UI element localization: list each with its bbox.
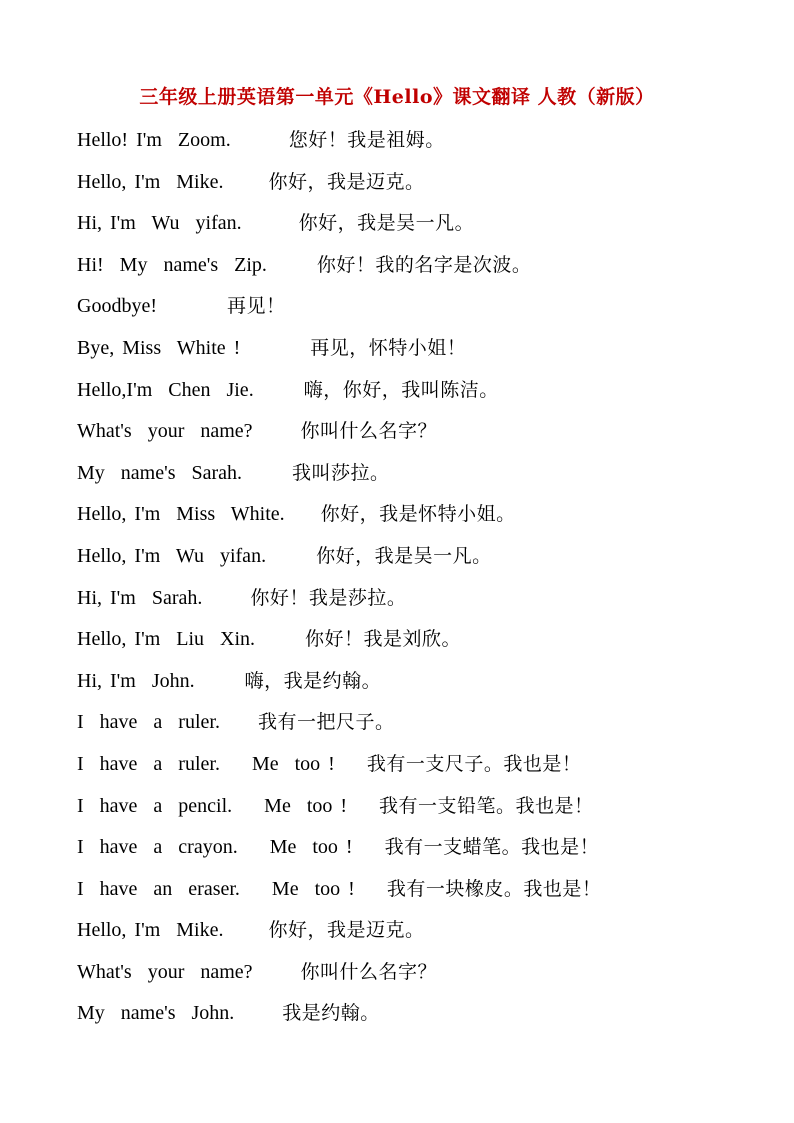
translation-line	[77, 831, 777, 873]
chinese-translation: 你好，我是迈克。	[268, 170, 425, 193]
chinese-translation: 我有一支尺子。我也是！	[366, 752, 582, 775]
chinese-translation: 你好，我是吴一凡。	[316, 544, 492, 567]
english-text: What's your name?	[77, 960, 253, 983]
english-text: Hello, I'm Miss White.	[77, 503, 285, 526]
translation-line	[77, 332, 777, 374]
english-text: I have a ruler. Me too !	[77, 752, 335, 775]
english-text: Bye, Miss White !	[77, 336, 241, 359]
translation-line	[77, 706, 777, 748]
chinese-translation: 再见，怀特小姐！	[310, 336, 467, 359]
translation-line	[77, 665, 777, 707]
english-text: Hi, I'm Sarah.	[77, 586, 203, 609]
translation-line	[77, 457, 777, 499]
chinese-translation: 你叫什么名字？	[300, 960, 438, 983]
translation-line	[77, 207, 777, 249]
chinese-translation: 您好！我是祖姆。	[288, 129, 445, 151]
translation-line	[77, 166, 777, 208]
chinese-translation: 嗨，你好，我叫陈洁。	[303, 378, 499, 401]
chinese-translation: 我叫莎拉。	[292, 461, 390, 484]
document-title: 三年级上册英语第一单元《Hello》课文翻译 人教（新版）	[139, 86, 655, 108]
chinese-translation: 我有一把尺子。	[257, 711, 395, 734]
translation-line	[77, 374, 777, 416]
english-text: Hi, I'm John.	[77, 669, 195, 692]
english-text: My name's John.	[77, 1002, 235, 1025]
chinese-translation: 你好！我的名字是次波。	[316, 253, 532, 276]
english-text: Hello, I'm Liu Xin.	[77, 628, 256, 651]
translation-line	[77, 748, 777, 790]
english-text: Hello, I'm Wu yifan.	[77, 544, 267, 567]
english-text: Hello, I'm Mike.	[77, 919, 224, 942]
chinese-translation: 你叫什么名字？	[300, 420, 438, 443]
translation-line	[77, 582, 777, 624]
translation-line	[77, 790, 777, 832]
english-text: What's your name?	[77, 420, 253, 443]
translation-line	[77, 956, 777, 998]
english-text: I have a pencil. Me too !	[77, 794, 348, 817]
chinese-translation: 你好，我是怀特小姐。	[320, 503, 516, 526]
english-text: Hello, I'm Mike.	[77, 170, 224, 193]
chinese-translation: 你好，我是迈克。	[268, 919, 425, 942]
chinese-translation: 嗨，我是约翰。	[244, 669, 382, 692]
english-text: Hello! I'm Zoom.	[77, 129, 231, 151]
english-text: I have a crayon. Me too !	[77, 836, 353, 859]
english-text: My name's Sarah.	[77, 461, 243, 484]
translation-line	[77, 873, 777, 915]
chinese-translation: 我有一支蜡笔。我也是！	[384, 836, 600, 859]
chinese-translation: 再见！	[226, 295, 286, 318]
translation-line	[77, 540, 777, 582]
translation-line	[77, 415, 777, 457]
translation-line	[77, 290, 777, 332]
english-text: Hi, I'm Wu yifan.	[77, 212, 242, 235]
translation-line	[77, 914, 777, 956]
translation-line	[77, 623, 777, 665]
english-text: I have an eraser. Me too !	[77, 877, 355, 900]
translation-line	[77, 997, 777, 1039]
chinese-translation: 我有一支铅笔。我也是！	[379, 794, 594, 817]
chinese-translation: 你好，我是吴一凡。	[298, 212, 475, 235]
english-text: Hi! My name's Zip.	[77, 253, 267, 276]
chinese-translation: 你好！我是刘欣。	[305, 628, 462, 651]
english-text: I have a ruler.	[77, 711, 220, 734]
translation-line	[77, 498, 777, 540]
english-text: Goodbye!	[77, 295, 157, 318]
english-text: Hello,I'm Chen Jie.	[77, 378, 254, 401]
chinese-translation: 我是约翰。	[282, 1002, 380, 1025]
translation-line	[77, 249, 777, 291]
translation-line	[77, 124, 777, 166]
chinese-translation: 我有一块橡皮。我也是！	[386, 877, 602, 900]
chinese-translation: 你好！我是莎拉。	[250, 586, 407, 609]
translation-lines	[77, 124, 777, 1039]
